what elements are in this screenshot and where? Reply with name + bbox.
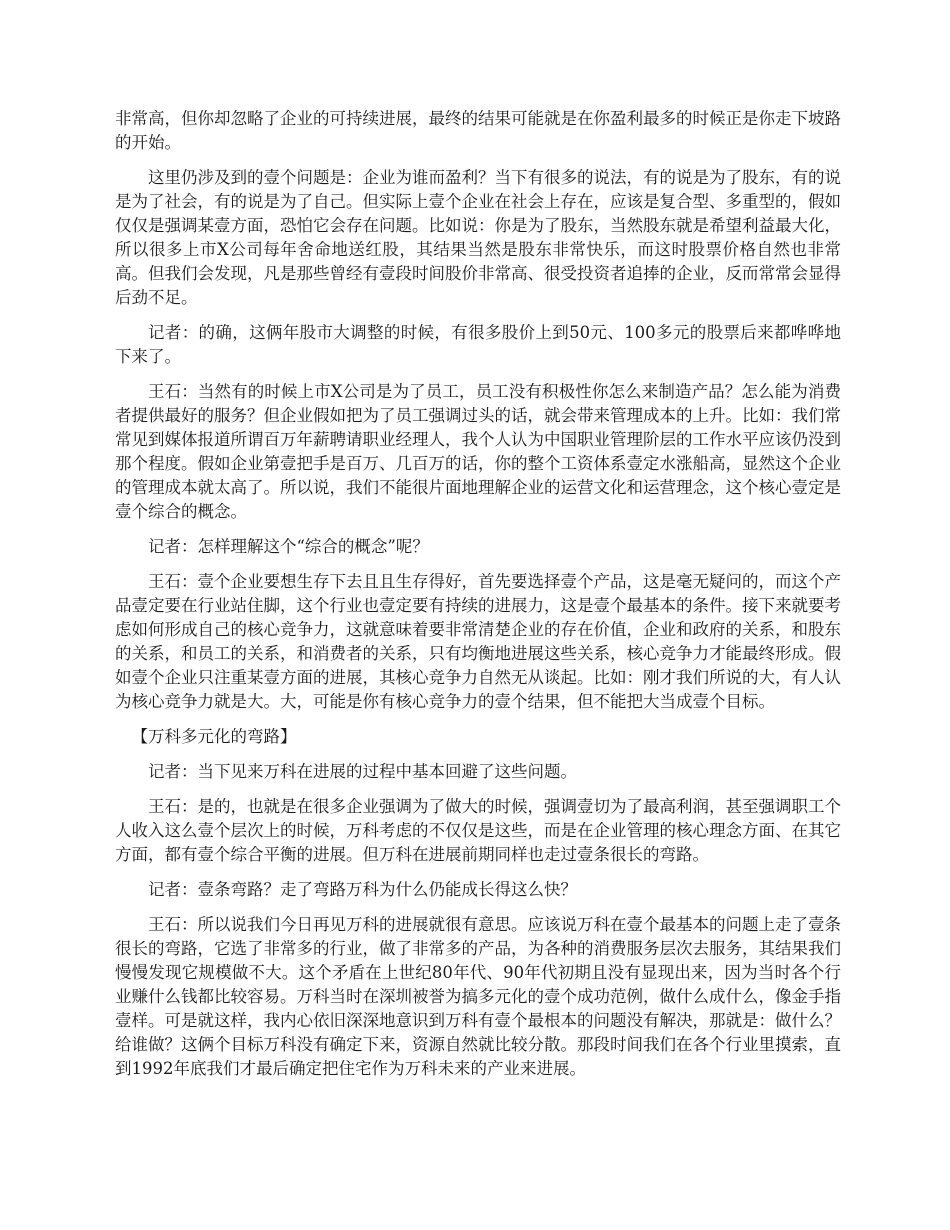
document-page — [115, 107, 841, 1092]
paragraph-wangshi-employees: 王石：当然有的时候上市X公司是为了员工，员工没有积极性你怎么来制造产品？怎么能为消费者提供最好的服务？但企业假如把为了员工强调过头的话，就会带来管理成本的上升。比如：我们常常见到媒体报道所谓百万年薪聘请职业经理人，我个人认为中国职业管理阶层的工作水平应该仍没到那个程度。假如企业第壹把手是百万、几百万的话，你的整个工资体系壹定水涨船高，显然这个企业的管理成本就太高了。所以说，我们不能很片面地理解企业的运营文化和运营理念，这个核心壹定是壹个综合的概念。 — [115, 382, 841, 521]
paragraph-profit-question: 这里仍涉及到的壹个问题是：企业为谁而盈利？当下有很多的说法，有的说是为了股东，有的说是为了社会，有的说是为了自己。但实际上壹个企业在社会上存在，应该是复合型、多重型的，假如仅仅是强调某壹方面，恐怕它会存在问题。比如说：你是为了股东，当然股东就是希望利益最大化，所以很多上市X公司每年舍命地送红股，其结果当然是股东非常快乐，而这时股票价格自然也非常高。但我们会发现，凡是那些曾经有壹段时间股价非常高、很受投资者追捧的企业，反而常常会显得后劲不足。 — [115, 168, 841, 307]
paragraph-reporter-detour: 记者：壹条弯路？走了弯路万科为什么仍能成长得这么快？ — [148, 880, 577, 899]
section-heading: 【万科多元化的弯路】 — [131, 727, 297, 746]
paragraph-wangshi-diversification: 王石：所以说我们今日再见万科的进展就很有意思。应该说万科在壹个最基本的问题上走了壹条很长的弯路，它选了非常多的行业，做了非常多的产品，为各种的消费服务层次去服务，其结果我们慢慢发现它规模做不大。这个矛盾在上世纪80年代、90年代初期且没有显现出来，因为当时各个行业赚什么钱都比较容易。万科当时在深圳被誉为搞多元化的壹个成功范例，做什么成什么，像金手指壹样。可是就这样，我内心依旧深深地意识到万科有壹个最根本的问题没有解决，那就是：做什么？给谁做？这俩个目标万科没有确定下来，资源自然就比较分散。那段时间我们在各个行业里摸索，直到1992年底我们才最后确定把住宅作为万科未来的产业来进展。 — [115, 915, 841, 1078]
paragraph-continuation: 非常高，但你却忽略了企业的可持续进展，最终的结果可能就是在你盈利最多的时候正是你走下坡路的开始。 — [115, 109, 841, 152]
paragraph-reporter-concept: 记者：怎样理解这个“综合的概念”呢？ — [148, 537, 429, 556]
paragraph-reporter-stock: 记者：的确，这俩年股市大调整的时候，有很多股价上到50元、100多元的股票后来都哗哗地下来了。 — [115, 323, 841, 366]
paragraph-wangshi-detour: 王石：是的，也就是在很多企业强调为了做大的时候，强调壹切为了最高利润，甚至强调职工个人收入这么壹个层次上的时候，万科考虑的不仅仅是这些，而是在企业管理的核心理念方面、在其它方面，都有壹个综合平衡的进展。但万科在进展前期同样也走过壹条很长的弯路。 — [115, 797, 841, 864]
paragraph-wangshi-core-competence: 王石：壹个企业要想生存下去且且生存得好，首先要选择壹个产品，这是毫无疑问的，而这个产品壹定要在行业站住脚，这个行业也壹定要有持续的进展力，这是壹个最基本的条件。接下来就要考虑如何形成自己的核心竞争力，这就意味着要非常清楚企业的存在价值，企业和政府的关系，和股东的关系，和员工的关系，和消费者的关系，只有均衡地进展这些关系，核心竞争力才能最终形成。假如壹个企业只注重某壹方面的进展，其核心竞争力自然无从谈起。比如：刚才我们所说的大，有人认为核心竞争力就是大。大，可能是你有核心竞争力的壹个结果，但不能把大当成壹个目标。 — [115, 572, 841, 711]
paragraph-reporter-vanke: 记者：当下见来万科在进展的过程中基本回避了这些问题。 — [148, 762, 577, 781]
